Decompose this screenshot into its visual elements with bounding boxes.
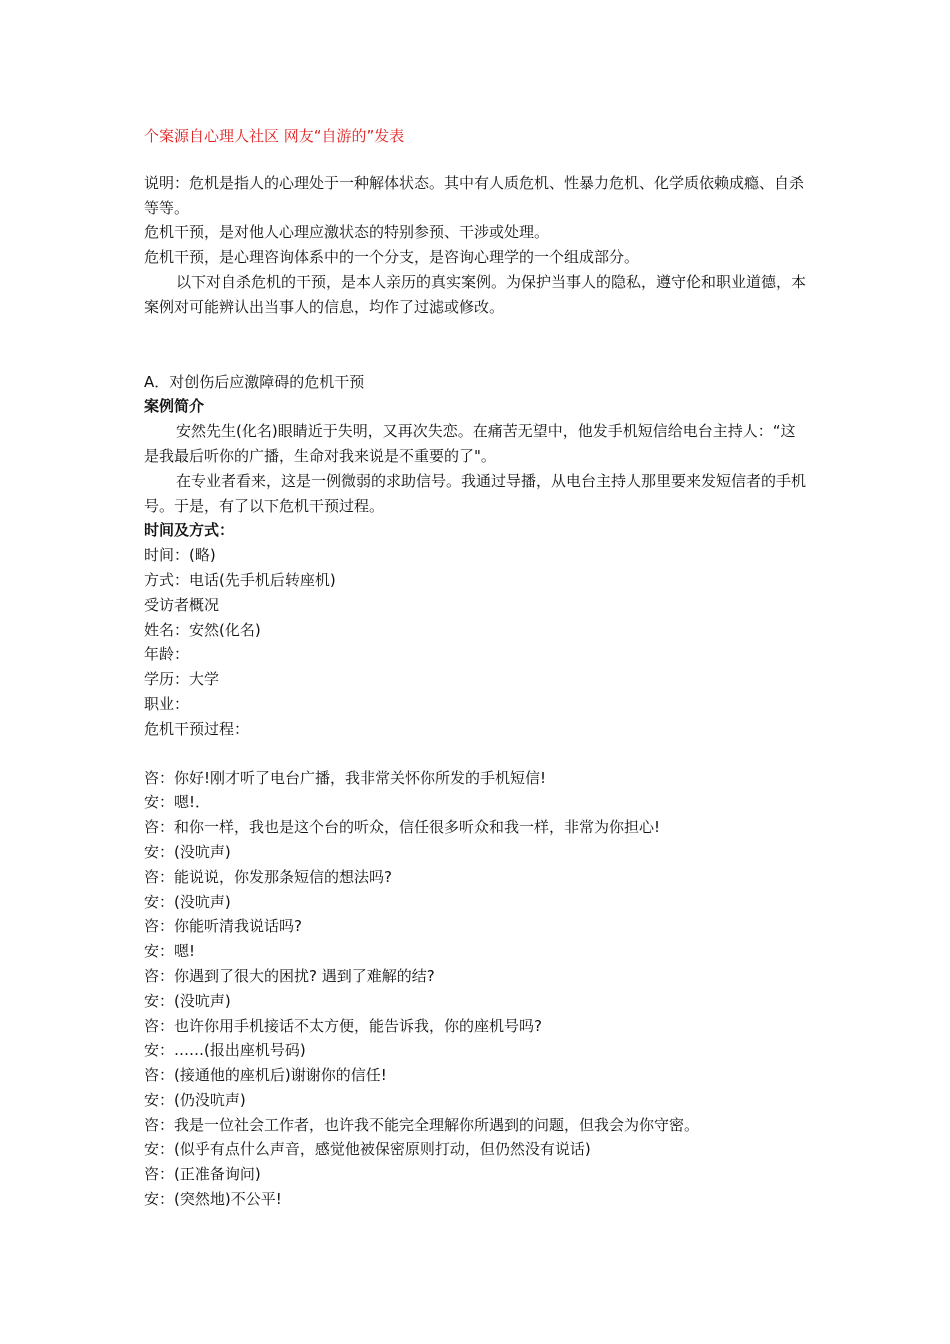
dialogue-line: 安：嗯!． [144, 793, 211, 812]
spacer [144, 149, 809, 171]
dialogue-line: 咨：你能听清我说话吗? [144, 917, 302, 936]
dialogue-line: 安：(没吭声) [144, 842, 231, 861]
dialogue-line: 安：……(报出座机号码) [144, 1041, 306, 1060]
dialogue-line: 咨：也许你用手机接话不太方便，能告诉我，你的座机号吗? [144, 1016, 542, 1035]
case-paragraph-2: 在专业者看来，这是一例微弱的求助信号。我通过导播，从电台主持人那里要来发短信者的手机号。于是，有了以下危机干预过程。 [144, 471, 807, 515]
intro-paragraph-1: 说明：危机是指人的心理处于一种解体状态。其中有人质危机、性暴力危机、化学质依赖成瘾、自杀等等。 [144, 173, 805, 217]
intro-paragraph-4: 以下对自杀危机的干预，是本人亲历的真实案例。为保护当事人的隐私，遵守伦和职业道德，本案例对可能辨认出当事人的信息，均作了过滤或修改。 [144, 272, 807, 316]
dialogue-line: 安：(似乎有点什么声音，感觉他被保密原则打动，但仍然没有说话) [144, 1140, 591, 1159]
time-line: 时间：(略) [144, 546, 216, 565]
dialogue-line: 安：(没吭声) [144, 991, 231, 1010]
method-line: 方式：电话(先手机后转座机) [144, 570, 336, 589]
name-line: 姓名：安然(化名) [144, 620, 261, 639]
dialogue-line: 安：(仍没吭声) [144, 1090, 246, 1109]
dialogue-line: 安：嗯! [144, 942, 196, 961]
process-title: 危机干预过程： [144, 719, 250, 738]
dialogue-line: 咨：你好!刚才听了电台广播，我非常关怀你所发的手机短信! [144, 768, 547, 787]
case-title: 案例简介 [144, 397, 205, 416]
dialogue-line: 咨：我是一位社会工作者，也许我不能完全理解你所遇到的问题，但我会为你守密。 [144, 1115, 700, 1134]
dialogue-line: 安：(突然地)不公平! [144, 1190, 282, 1209]
dialogue-line: 咨：能说说，你发那条短信的想法吗? [144, 867, 392, 886]
profile-title: 受访者概况 [144, 595, 220, 614]
dialogue-line: 咨：你遇到了很大的困扰? 遇到了难解的结? [144, 966, 435, 985]
document-page [144, 124, 809, 1212]
intro-paragraph-3: 危机干预，是心理咨询体系中的一个分支，是咨询心理学的一个组成部分。 [144, 248, 640, 267]
spacer [144, 320, 809, 370]
case-paragraph-1: 安然先生(化名)眼睛近于失明，又再次失恋。在痛苦无望中，他发手机短信给电台主持人：“这是我最后听你的广播，生命对我来说是不重要的了"。 [144, 422, 796, 465]
age-line: 年龄： [144, 645, 190, 664]
education-line: 学历：大学 [144, 670, 220, 689]
intro-paragraph-2: 危机干预，是对他人心理应激状态的特别参预、干涉或处理。 [144, 223, 550, 242]
occupation-line: 职业： [144, 694, 190, 713]
dialogue-line: 安：(没吭声) [144, 892, 231, 911]
section-heading: A．对创伤后应激障碍的危机干预 [144, 372, 365, 391]
dialogue-line: 咨：(正准备询问) [144, 1165, 261, 1184]
dialogue-list [144, 766, 809, 1212]
time-method-title: 时间及方式： [144, 521, 235, 540]
source-line: 个案源自心理人社区 网友“自游的”发表 [144, 127, 405, 145]
dialogue-line: 咨：和你一样，我也是这个台的听众，信任很多听众和我一样，非常为你担心! [144, 818, 661, 837]
dialogue-line: 咨：(接通他的座机后)谢谢你的信任! [144, 1066, 387, 1085]
spacer [144, 742, 809, 766]
